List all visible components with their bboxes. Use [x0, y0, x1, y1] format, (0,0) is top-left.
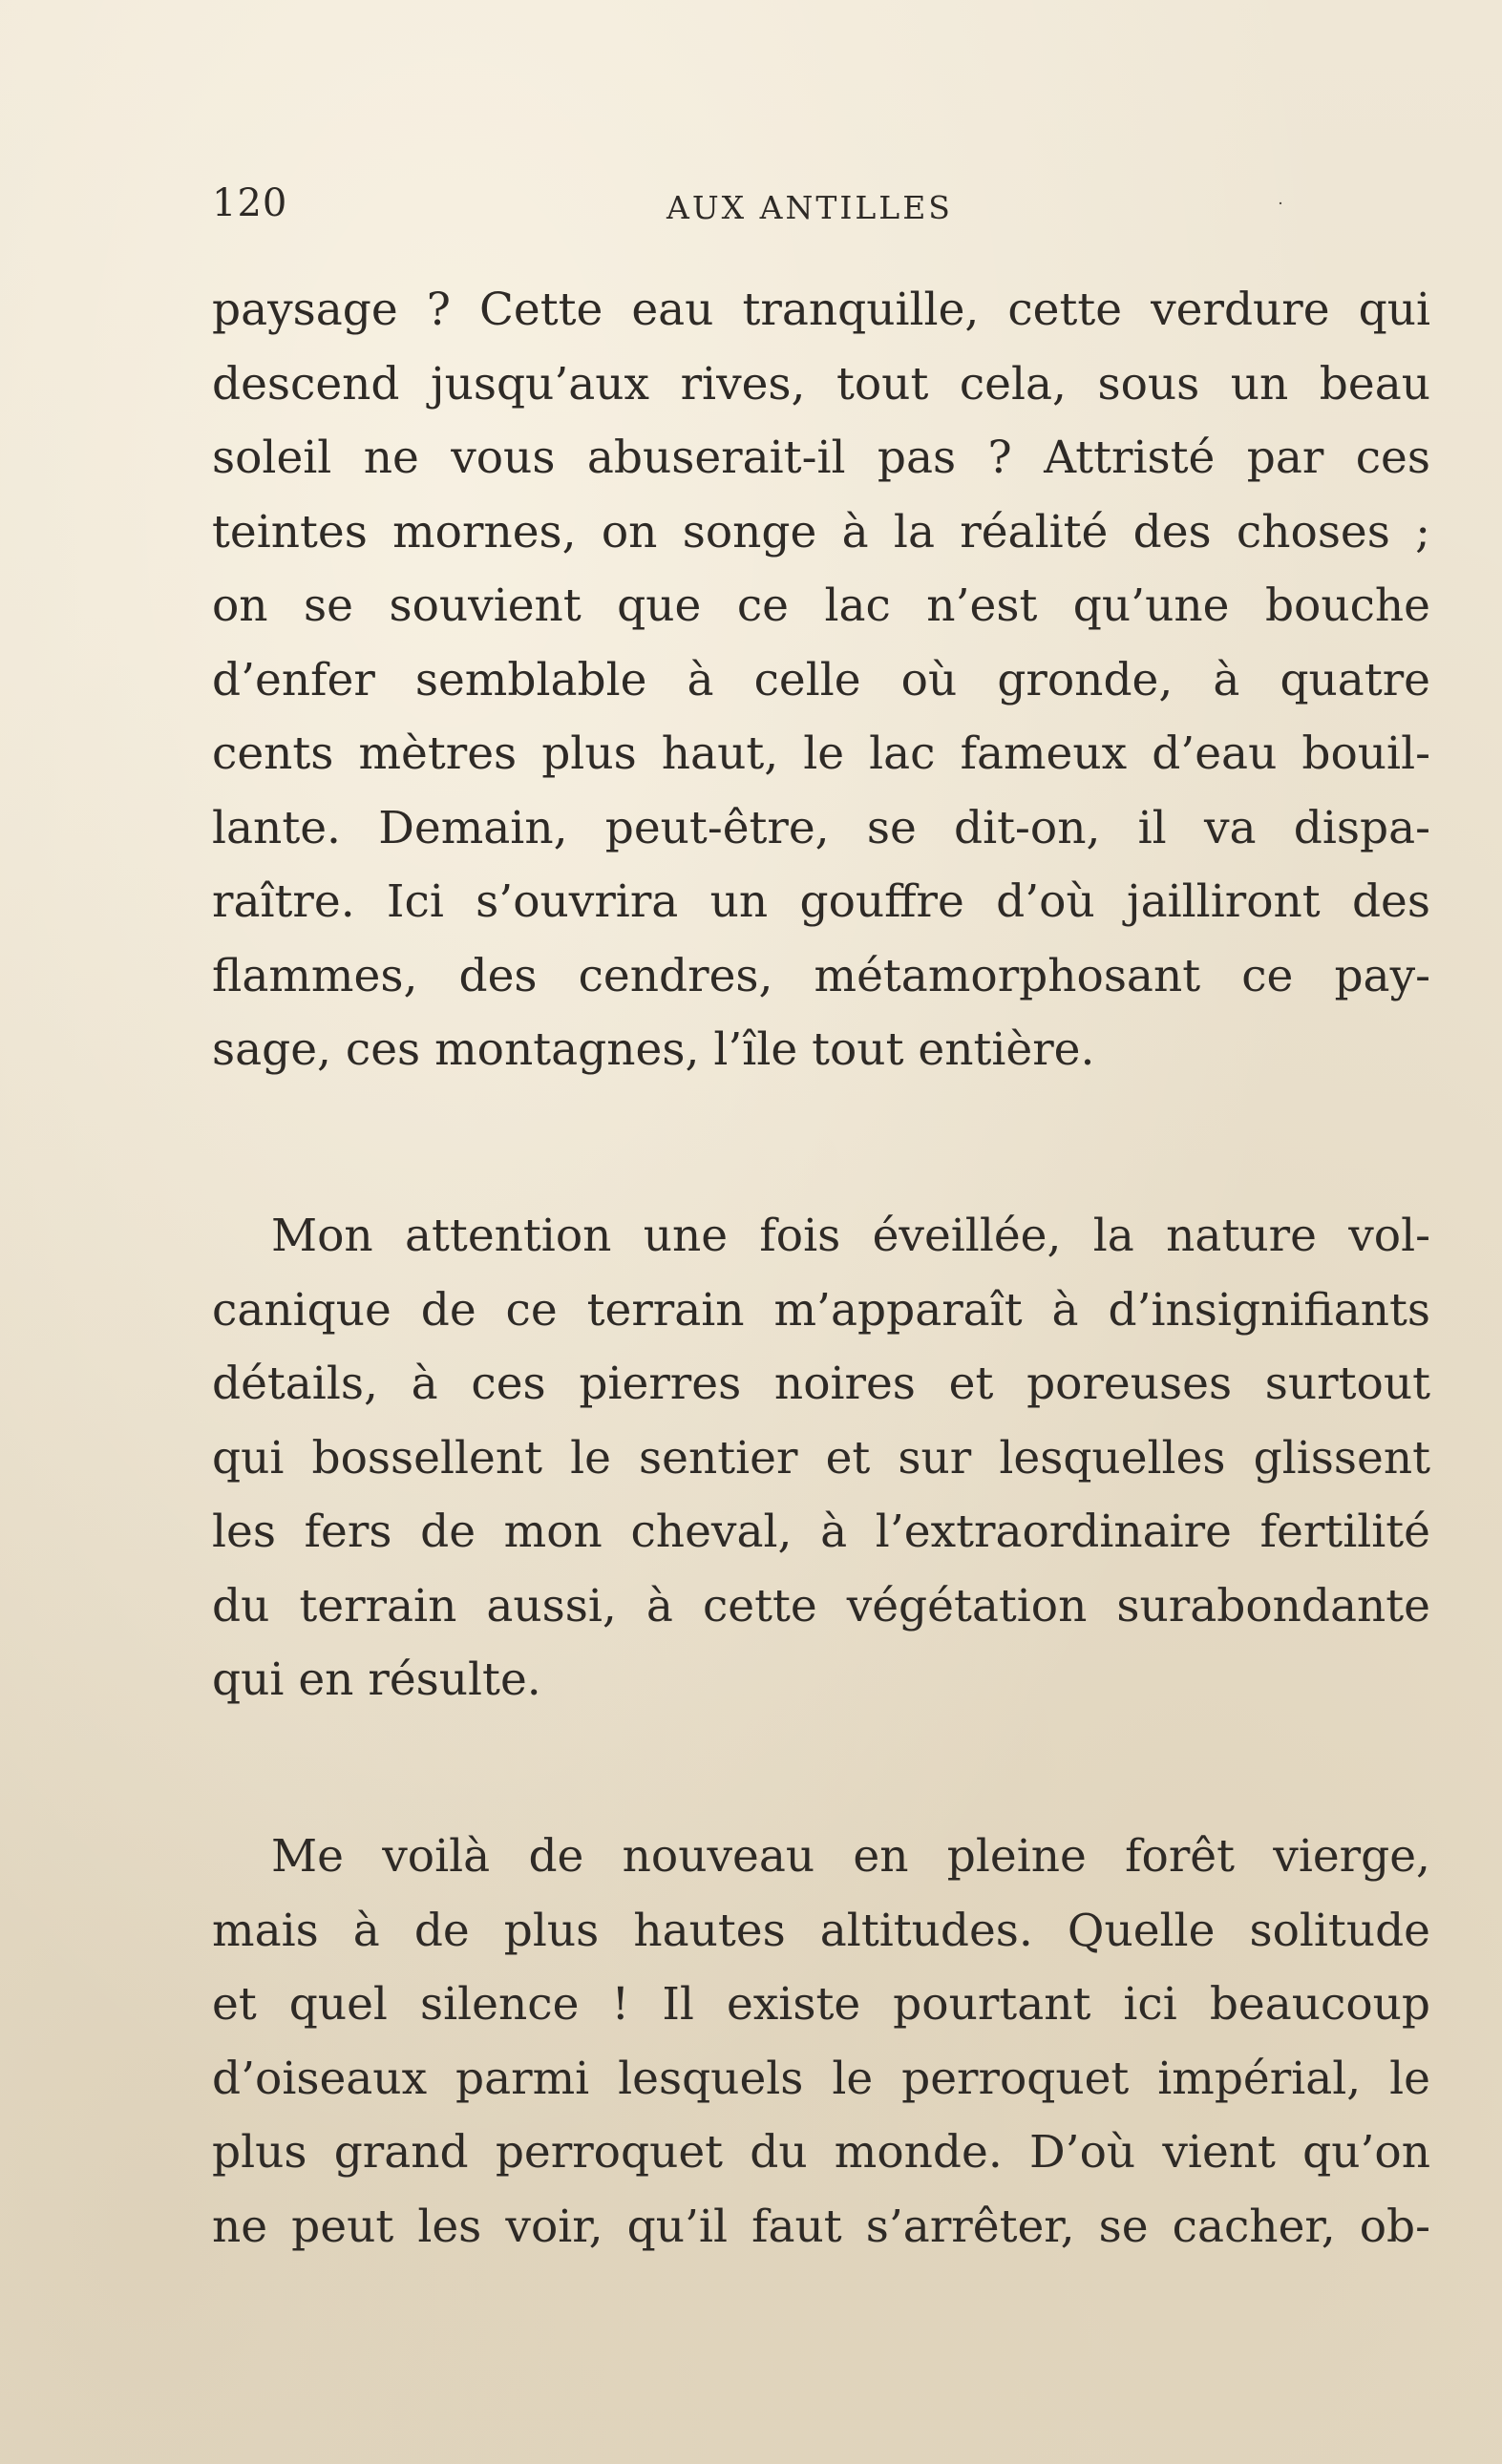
- text-line: ne peut les voir, qu’il faut s’arrêter, se cacher, ob-: [212, 2200, 1430, 2253]
- text-line: descend jusqu’aux rives, tout cela, sous un beau: [212, 357, 1430, 411]
- text-line: lante. Demain, peut-être, se dit-on, il va dispa-: [212, 801, 1430, 854]
- text-line: détails, à ces pierres noires et poreuses surtout: [212, 1358, 1430, 1410]
- text-line: mais à de plus hautes altitudes. Quelle solitude: [212, 1904, 1430, 1957]
- text-line: soleil ne vous abuserait-il pas ? Attristé par ces: [212, 432, 1430, 484]
- text-line: et quel silence ! Il existe pourtant ici beaucoup: [212, 1978, 1430, 2031]
- text-line: les fers de mon cheval, à l’extraordinaire fertilité: [212, 1506, 1430, 1558]
- text-line: paysage ? Cette eau tranquille, cette verdure qui: [212, 284, 1430, 336]
- text-line: teintes mornes, on songe à la réalité des choses ;: [212, 505, 1430, 558]
- text-line: canique de ce terrain m’apparaît à d’insignifiants: [212, 1283, 1430, 1337]
- paragraph-2: [212, 1199, 1430, 1717]
- text-line: on se souvient que ce lac n’est qu’une bouche: [212, 579, 1430, 632]
- text-line: raître. Ici s’ouvrira un gouffre d’où jailliront des: [212, 875, 1430, 928]
- page-number: 120: [212, 181, 288, 225]
- running-title: AUX ANTILLES: [666, 189, 953, 226]
- text-line: d’oiseaux parmi lesquels le perroquet impérial, le: [212, 2052, 1430, 2105]
- text-line: cents mètres plus haut, le lac fameux d’eau bouil-: [212, 727, 1430, 780]
- page-header: [212, 181, 1430, 235]
- text-line: flammes, des cendres, métamorphosant ce pay-: [212, 949, 1430, 1002]
- paragraph-1: [212, 273, 1430, 1087]
- header-mark: ˙: [1276, 199, 1285, 221]
- text-line: sage, ces montagnes, l’île tout entière.: [212, 1023, 1095, 1076]
- paragraph-3: [212, 1820, 1430, 2264]
- text-line: Me voilà de nouveau en pleine forêt vierge,: [271, 1830, 1430, 1883]
- text-line: qui en résulte.: [212, 1653, 541, 1706]
- text-line: plus grand perroquet du monde. D’où vient qu’on: [212, 2126, 1430, 2179]
- text-line: d’enfer semblable à celle où gronde, à quatre: [212, 653, 1430, 706]
- text-line: Mon attention une fois éveillée, la nature vol-: [271, 1210, 1430, 1262]
- text-line: du terrain aussi, à cette végétation surabondante: [212, 1579, 1430, 1632]
- text-line: qui bossellent le sentier et sur lesquelles glissent: [212, 1431, 1430, 1485]
